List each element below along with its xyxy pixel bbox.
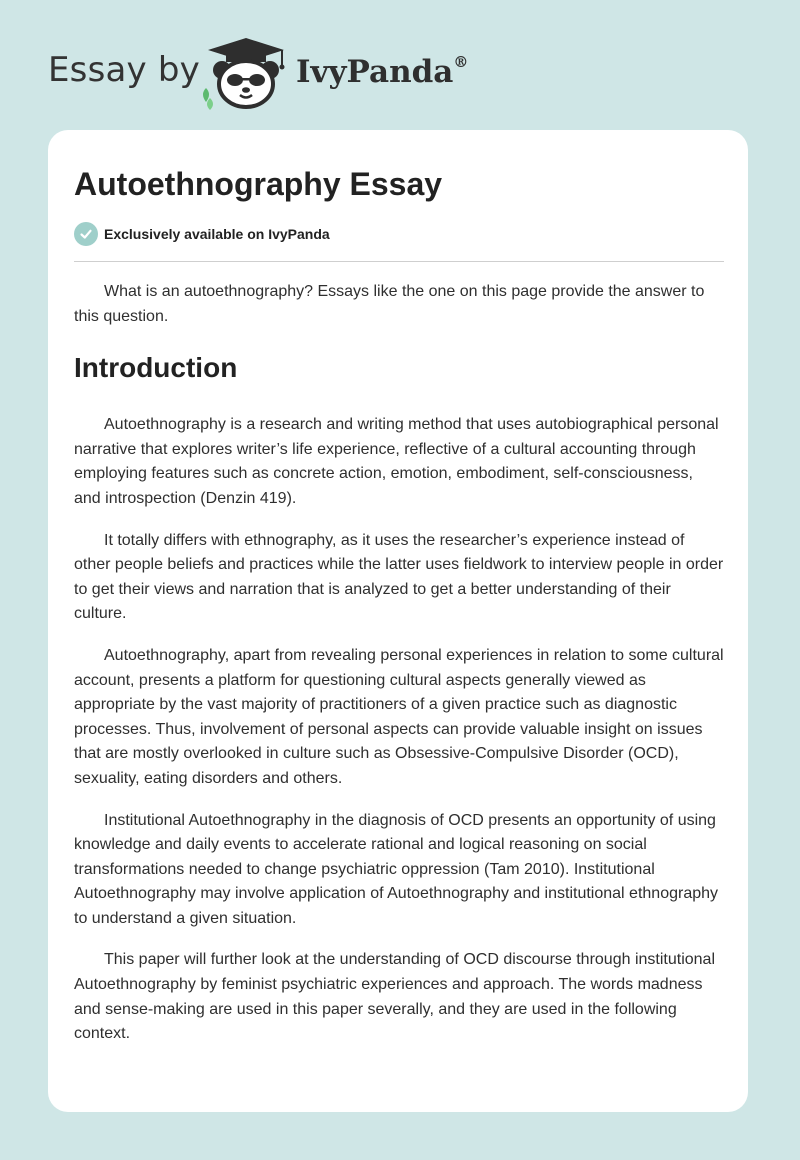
- badge-label: Exclusively available on IvyPanda: [104, 226, 330, 242]
- body-paragraph: This paper will further look at the understanding of OCD discourse through institutional Autoethnography by feminist psychiatric experiences and approach. The words madness and sense-making are used in this paper severally, and they are used in the following context.: [74, 951, 715, 1043]
- ivypanda-logo-text[interactable]: IvyPanda®: [296, 52, 469, 90]
- body-paragraph: Autoethnography, apart from revealing personal experiences in relation to some cultural account, presents a platform for questioning cultural aspects generally viewed as appropriate by the vast majority of practitioners of a given practice such as diagnostic processes. Thus, involvement of personal aspects can provide valuable insight on issues that are mostly overlooked in culture such as Obsessive-Compulsive Disorder (OCD), sexuality, eating disorders and others.: [74, 646, 724, 787]
- panda-graduate-icon[interactable]: [198, 34, 290, 110]
- essay-card: [48, 130, 748, 1112]
- exclusive-badge: [74, 222, 330, 246]
- divider: [74, 261, 724, 262]
- body-paragraph: Autoethnography is a research and writing method that uses autobiographical personal narrative that explores writer’s life experience, reflective of a cultural accounting through employing features such as concrete action, emotion, embodiment, self-consciousness, and introspection (Denzin 419).: [74, 416, 719, 507]
- section-heading: Introduction: [74, 352, 238, 384]
- essay-body: [74, 280, 724, 1064]
- body-paragraph: Institutional Autoethnography in the diagnosis of OCD presents an opportunity of using knowledge and daily events to accelerate rational and logical reasoning on social transformations needed to change psychiatric oppression (Tam 2010). Institutional Autoethnography may involve application of Autoethnography and institutional ethnography to understand a given situation.: [74, 811, 719, 927]
- body-paragraph: It totally differs with ethnography, as it uses the researcher’s experience instead of other people beliefs and practices while the latter uses fieldwork to interview people in order to get their views and narration that is analyzed to get a better understanding of their culture.: [74, 531, 724, 623]
- essay-by-label: Essay by: [48, 50, 200, 90]
- check-circle-icon: [74, 222, 98, 246]
- essay-title: Autoethnography Essay: [74, 166, 443, 202]
- site-header: [0, 0, 800, 130]
- intro-paragraph: What is an autoethnography? Essays like the one on this page provide the answer to this question.: [74, 283, 705, 325]
